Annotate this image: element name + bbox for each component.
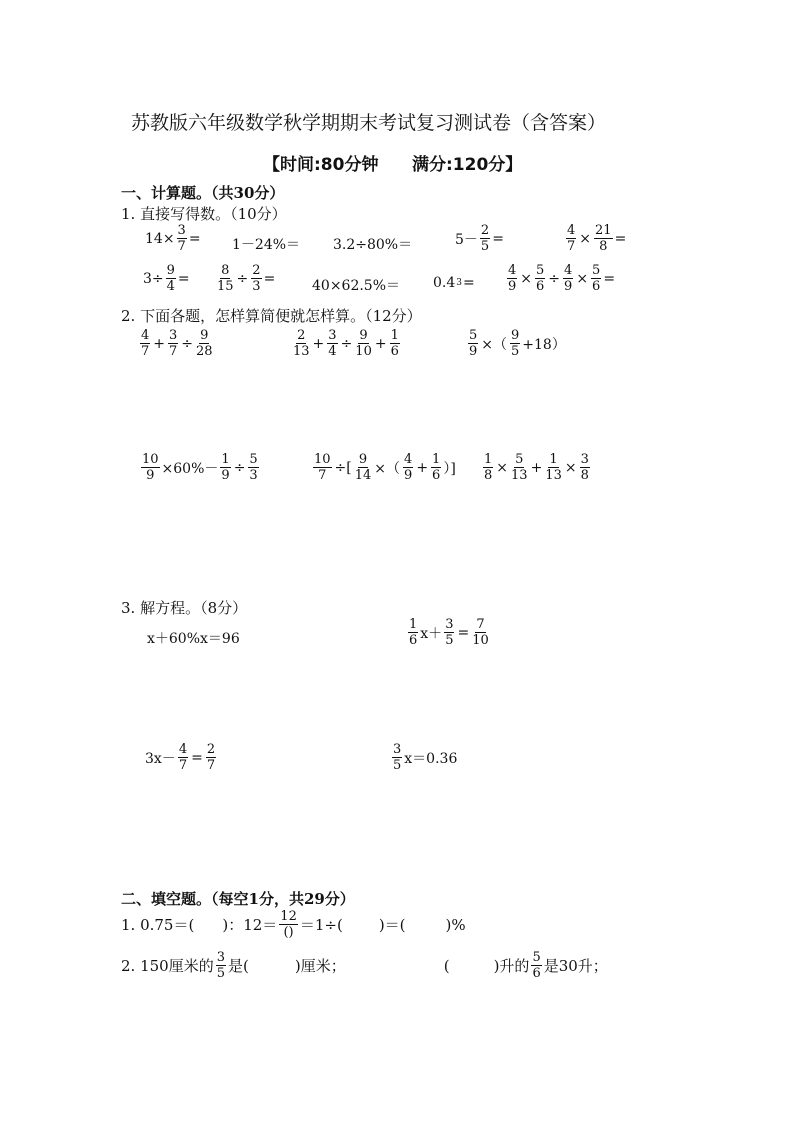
operator: × [520, 270, 533, 287]
equals-sign: = [614, 230, 627, 247]
time-limit: 【时间:80分钟 [263, 155, 379, 175]
section-1-heading: 一、计算题。（共30分） [121, 184, 285, 202]
fraction: $\frac{7}{10}$ [472, 617, 489, 648]
simplify-item [139, 329, 214, 358]
calc-item: 40×62.5%＝ [312, 278, 401, 294]
fraction: $\frac{3}{7}$ [169, 328, 178, 359]
operator: ÷ [548, 270, 561, 287]
operator: × [496, 459, 509, 476]
operator: × [576, 270, 589, 287]
fraction: $\frac{9}{14}$ [354, 452, 372, 483]
fraction: $\frac{3}{7}$ [177, 223, 186, 254]
calc-text: 3÷ [143, 270, 164, 287]
operator: ÷ [340, 335, 353, 352]
fraction: $\frac{9}{28}$ [196, 328, 213, 359]
fraction: $\frac{4}{9}$ [508, 263, 517, 294]
fraction: 2 13 [293, 328, 310, 359]
fraction: $\frac{5}{3}$ [249, 452, 258, 483]
calc-text: x＝0.36 [404, 750, 458, 767]
calc-text: 14× [145, 230, 175, 247]
operator: + [530, 459, 543, 476]
operator: + [153, 335, 166, 352]
operator: + [374, 335, 387, 352]
operator: ÷ [181, 335, 194, 352]
calc-text: ( [443, 956, 450, 975]
simplify-item [292, 329, 401, 358]
fraction: $\frac{10}{7}$ [314, 452, 331, 483]
calc-text: +18） [522, 336, 566, 353]
calc-text: )% [445, 915, 466, 934]
exponent: 3 [456, 278, 462, 288]
fraction: 5 6 [532, 950, 541, 981]
fraction: $\frac{1}{13}$ [545, 452, 562, 483]
calc-item [145, 224, 201, 253]
fraction: 3 5 [216, 950, 225, 981]
full-score: 满分:120分】 [412, 155, 523, 175]
operator: ÷ [236, 270, 249, 287]
section-2-heading: 二、填空题。（每空1分，共29分） [121, 890, 355, 908]
simplify-item [312, 453, 456, 482]
fill-blank-item [121, 951, 608, 980]
fraction: $\frac{5}{9}$ [469, 328, 478, 359]
fraction: 12 () [280, 909, 297, 940]
fraction: $\frac{9}{10}$ [355, 328, 372, 359]
fraction: $\frac{1}{6}$ [432, 452, 441, 483]
question-1-2-label: 2. 下面各题，怎样算简便就怎样算。（12分） [121, 307, 422, 325]
fraction: 1 6 [409, 617, 418, 648]
fraction: $\frac{2}{7}$ [206, 742, 216, 773]
calc-text: )＝( [378, 916, 406, 934]
fraction: $\frac{2}{5}$ [480, 223, 490, 254]
fraction: $\frac{5}{13}$ [511, 452, 528, 483]
fraction: $\frac{4}{7}$ [178, 742, 188, 773]
fill-blank-item [121, 910, 466, 939]
fraction: $\frac{1}{8}$ [484, 452, 493, 483]
calc-text: )：12＝ [222, 916, 278, 934]
calc-text: ×60%－ [161, 460, 219, 477]
fraction: $\frac{4}{7}$ [567, 223, 576, 254]
page-title: 苏教版六年级数学秋学期期末考试复习测试卷（含答案） [131, 112, 607, 134]
calc-item: 1－24%＝ [232, 237, 301, 253]
equals-sign: = [463, 275, 475, 291]
calc-text: 是30升； [543, 957, 608, 975]
fraction: $\frac{3}{4}$ [328, 328, 337, 359]
equation-item: x＋60%x＝96 [147, 631, 240, 647]
fraction: $\frac{3}{5}$ [445, 617, 454, 648]
calc-text: 0.4 [433, 275, 456, 291]
operator: ÷ [233, 459, 246, 476]
operator: = [457, 624, 470, 641]
calc-text: 3x－ [145, 750, 176, 767]
operator: ×（ [374, 460, 401, 477]
fraction: $\frac{9}{4}$ [166, 263, 175, 294]
calc-text: )厘米； [294, 957, 346, 975]
fraction: 9 5 [511, 328, 520, 359]
calc-text: ＝1÷( [299, 916, 343, 934]
fraction: $\frac{5}{6}$ [592, 263, 601, 294]
calc-item [506, 264, 615, 293]
calc-text: 2. 150厘米的 [121, 957, 214, 975]
fraction: $\frac{1}{9}$ [221, 452, 230, 483]
calc-text: )升的 [493, 957, 530, 975]
fraction: $\frac{21}{8}$ [595, 223, 612, 254]
operator: + [312, 335, 325, 352]
fraction: $\frac{5}{6}$ [536, 263, 545, 294]
calc-item: 3.2÷80%＝ [333, 237, 413, 253]
fraction: $\frac{2}{3}$ [252, 263, 261, 294]
fraction: $\frac{1}{6}$ [390, 328, 399, 359]
simplify-item [482, 453, 591, 482]
fraction: $\frac{10}{9}$ [142, 452, 159, 483]
operator: ×（ [481, 336, 508, 353]
fraction: $\frac{8}{15}$ [217, 263, 234, 294]
calc-text: 5－ [455, 231, 478, 248]
equation-item [391, 743, 457, 772]
calc-text: x＋ [420, 625, 443, 642]
operator: × [564, 459, 577, 476]
fraction: $\frac{4}{9}$ [564, 263, 573, 294]
fraction: 4 7 [141, 328, 150, 359]
calc-text: ）] [443, 460, 456, 477]
operator: × [579, 230, 592, 247]
question-1-3-label: 3. 解方程。（8分） [121, 599, 248, 617]
simplify-item [140, 453, 260, 482]
simplify-item [467, 329, 566, 358]
operator: + [416, 459, 429, 476]
calc-item [565, 224, 626, 253]
equals-sign: = [188, 230, 201, 247]
fraction: 4 9 [404, 452, 413, 483]
operator: = [191, 749, 203, 766]
question-1-1-label: 1. 直接写得数。（10分） [121, 205, 287, 223]
calc-item [216, 264, 275, 293]
equation-item [145, 743, 217, 772]
calc-text: 是( [228, 957, 249, 975]
fraction: $\frac{3}{8}$ [580, 452, 589, 483]
operator: ÷[ [334, 459, 352, 476]
equation-item [407, 618, 490, 647]
equals-sign: = [263, 270, 276, 287]
calc-item [433, 275, 475, 291]
equals-sign: = [177, 270, 190, 287]
fraction: 3 5 [393, 742, 402, 773]
calc-item [143, 264, 190, 293]
calc-item [455, 224, 504, 253]
calc-text: 1. 0.75＝( [121, 916, 195, 934]
equals-sign: = [603, 270, 616, 287]
equals-sign: = [492, 230, 504, 247]
